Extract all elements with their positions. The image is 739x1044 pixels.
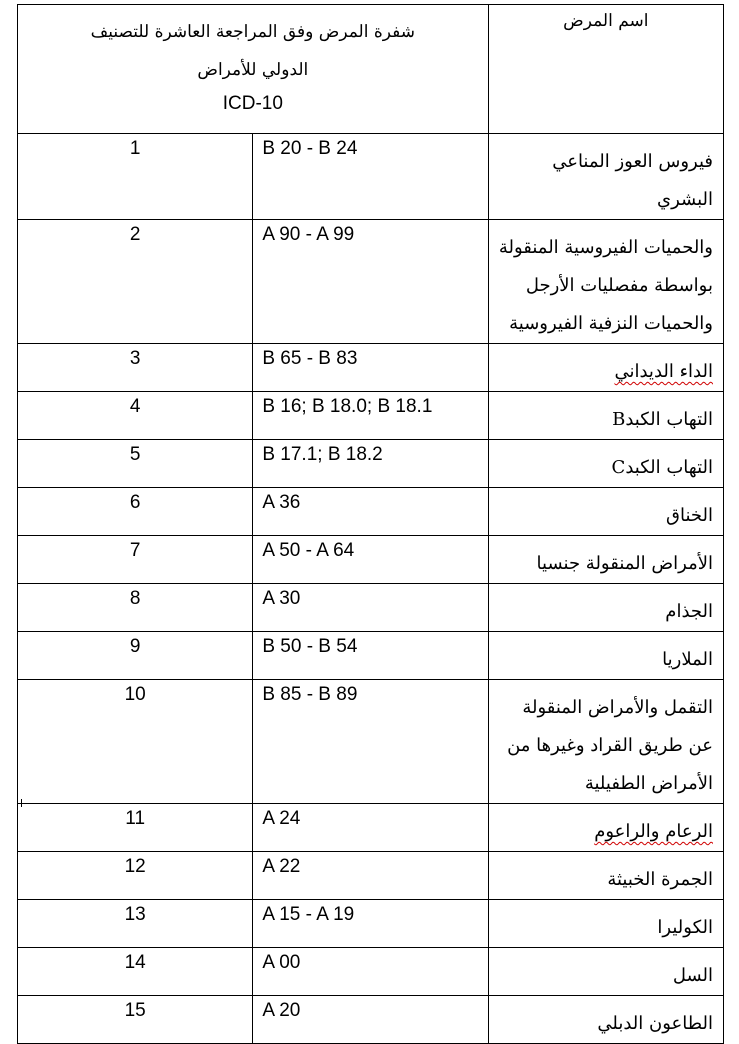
header-icd-label: ICD-10	[222, 93, 283, 114]
row-code: B 65 - B 83	[253, 344, 488, 392]
row-code: B 85 - B 89	[253, 680, 488, 804]
row-number: 5	[18, 440, 253, 488]
row-disease-name: والحميات الفيروسية المنقولة بواسطة مفصليات الأرجل والحميات النزفية الفيروسية	[488, 220, 723, 344]
row-code: B 20 - B 24	[253, 134, 488, 220]
row-disease-name-text: الداء الديداني	[614, 361, 713, 382]
header-code-line2: الدولي للأمراض	[197, 60, 309, 80]
row-number: 9	[18, 632, 253, 680]
table-header-row	[18, 5, 724, 134]
table-row	[18, 948, 724, 996]
row-number: 10	[18, 680, 253, 804]
row-number: 12	[18, 852, 253, 900]
table-row	[18, 220, 724, 344]
row-code: B 17.1; B 18.2	[253, 440, 488, 488]
table-row	[18, 536, 724, 584]
table-row	[18, 996, 724, 1044]
row-disease-name: الطاعون الدبلي	[488, 996, 723, 1044]
header-code-column	[18, 5, 489, 134]
table-row	[18, 632, 724, 680]
table-row	[18, 900, 724, 948]
row-number: 3	[18, 344, 253, 392]
icd-disease-table	[17, 4, 724, 1044]
row-code: B 16; B 18.0; B 18.1	[253, 392, 488, 440]
text-cursor	[21, 799, 22, 807]
table-row	[18, 852, 724, 900]
row-number: 6	[18, 488, 253, 536]
row-disease-name: الخناق	[488, 488, 723, 536]
row-disease-name: الجذام	[488, 584, 723, 632]
table-row	[18, 134, 724, 220]
row-disease-name	[488, 344, 723, 392]
row-code: A 30	[253, 584, 488, 632]
row-disease-name: السل	[488, 948, 723, 996]
table-row	[18, 488, 724, 536]
row-code: A 90 - A 99	[253, 220, 488, 344]
row-code: A 00	[253, 948, 488, 996]
row-number: 7	[18, 536, 253, 584]
table-row	[18, 344, 724, 392]
row-code: A 22	[253, 852, 488, 900]
row-number: 15	[18, 996, 253, 1044]
row-disease-name: الكوليرا	[488, 900, 723, 948]
row-code: A 24	[253, 804, 488, 852]
table-row	[18, 680, 724, 804]
row-disease-name: الجمرة الخبيثة	[488, 852, 723, 900]
row-disease-name: فيروس العوز المناعي البشري	[488, 134, 723, 220]
row-code: A 15 - A 19	[253, 900, 488, 948]
row-code: A 36	[253, 488, 488, 536]
header-name-column: اسم المرض	[488, 5, 723, 134]
row-number: 13	[18, 900, 253, 948]
row-number: 2	[18, 220, 253, 344]
table-row	[18, 804, 724, 852]
table-row	[18, 584, 724, 632]
table-row	[18, 392, 724, 440]
row-disease-name: الملاريا	[488, 632, 723, 680]
row-number: 14	[18, 948, 253, 996]
row-code: A 50 - A 64	[253, 536, 488, 584]
row-disease-name: التهاب الكبدB	[488, 392, 723, 440]
row-number: 11	[18, 804, 253, 852]
row-code: B 50 - B 54	[253, 632, 488, 680]
row-disease-name-text: الرعام والراعوم	[594, 821, 713, 842]
row-disease-name: الأمراض المنقولة جنسيا	[488, 536, 723, 584]
row-disease-name	[488, 804, 723, 852]
header-code-line1: شفرة المرض وفق المراجعة العاشرة للتصنيف	[90, 22, 415, 42]
row-disease-name: التهاب الكبدC	[488, 440, 723, 488]
row-number: 8	[18, 584, 253, 632]
table-row	[18, 440, 724, 488]
row-code: A 20	[253, 996, 488, 1044]
row-number: 1	[18, 134, 253, 220]
row-disease-name: التقمل والأمراض المنقولة عن طريق القراد وغيرها من الأمراض الطفيلية	[488, 680, 723, 804]
row-number: 4	[18, 392, 253, 440]
